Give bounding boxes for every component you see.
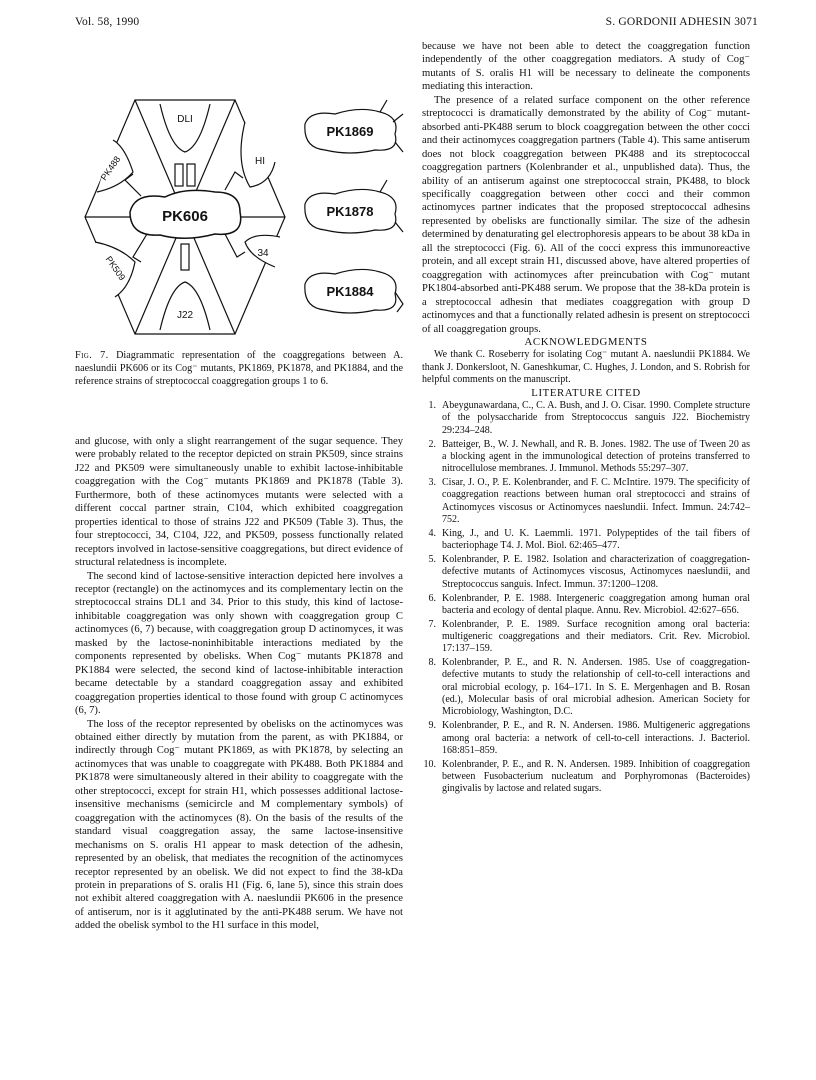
label-pk606: PK606: [162, 208, 208, 225]
figure-caption: [75, 350, 403, 388]
reference-list: [422, 400, 750, 796]
reference-item: [422, 400, 750, 437]
reference-number: 6.: [428, 592, 436, 604]
reference-number: 8.: [428, 657, 436, 669]
paragraph: The presence of a related surface component on the other reference streptococci is dramatically demonstrated by the ability of Cog⁻ mutant-absorbed anti-PK488 serum to block coaggregation between the other cocci and their actinomyces coaggregation partners (Table 4). This same antiserum does not block coaggregation between PK488 and its streptococcal coaggregation partners (Kolenbrander et al., unpublished data). Thus, the ability of an antiserum against one streptococcal strain, PK488, to block specifically coaggregation between other cocci and their common actinomyces partner indicates that the proposed streptococcal adhesins represented by obelisks are functionally similar. The size of the adhesin determined by denaturating gel electrophoresis appears to be about 38 kDa in all the streptococci (Fig. 6). All of the cocci express this immunoreactive protein, and all except strain H1, discussed above, have altered properties of coaggregation with actinomyces after preincubation with Cog⁻ mutant PK1804-absorbed anti-PK488 serum. We propose that the 38-kDa protein is a streptococcal adhesin that mediates coaggregation with group D actinomyces and that a functionally related adhesin is present on streptococci of all coaggregation groups.: [422, 94, 751, 335]
reference-text: Kolenbrander, P. E. 1982. Isolation and characterization of coaggregation-defective mutants of Actinomyces viscosus, Actinomyces naeslundii, and Streptococcus sanguis. Infect. Immun. 37:1200–1208.: [442, 554, 750, 590]
coccus-j22-shape: [160, 282, 210, 330]
reference-text: Kolenbrander, P. E., and R. N. Andersen. 1985. Use of coaggregation-defective mutants to study the relationship of cell-to-cell interactions and oral microbial ecology, p. 164–171. In S. E. Mergenhagen and B. Rosan (ed.), Molecular basis of oral microbial adhesion. American Society for Microbiology, Washington, D.C.: [442, 657, 750, 718]
paragraph: The loss of the receptor represented by obelisks on the actinomyces was obtained either directly by mutation from the parent, as with PK1884, or indirectly through Cog⁻ mutant PK1869, as with PK1878, by selecting an actinomyces that was unable to coaggregate with PK488. Both PK1884 and PK1878 were simultaneously altered in their ability to coaggregate with the other streptococci, except for strain H1, which possesses additional lactose-insensitive mechanisms (semicircle and M complementary symbols) of coaggregation with the actinomyces (8). On the basis of the results of the standard visual coaggregation assay, the same lactose-insensitive mechanisms on S. oralis H1 appear to mask detection of the adhesin, represented by an obelisk, that mediates the recognition of the actinomyces receptor represented by an obelisk. We did not expect to find the 38-kDa protein in preparations of S. oralis H1 (Fig. 6, lane 5), since this strain does not exhibit altered coaggregation with A. naeslundii PK606 in the presence of antiserum, nor is it agglutinated by the anti-PK488 serum. We have not added the obelisk symbol to the H1 surface in this model,: [75, 718, 403, 932]
paragraph: because we have not been able to detect the coaggregation function independently of the other coaggregation mediators. A study of Cog⁻ mutants of S. oralis H1 will be necessary to delineate the components mediating this interaction.: [422, 41, 750, 93]
reference-item: [422, 528, 750, 553]
coccus-h1-shape: [241, 122, 275, 187]
reference-item: [422, 657, 750, 718]
running-header-volume: Vol. 58, 1990: [75, 16, 140, 28]
right-column: [422, 40, 750, 797]
left-column: [75, 435, 403, 933]
reference-item: [422, 439, 750, 476]
label-34: 34: [257, 248, 269, 259]
paragraph: The second kind of lactose-sensitive interaction depicted here involves a receptor (rectangle) on the actinomyces and its complementary lectin on the streptococcal strains DL1 and 34. Prior to this study, this kind of lactose-inhibitable coaggregation was only shown with coaggregation group C actinomyces (6, 7) because, with coaggregation group D actinomyces, it was masked by the lactose-noninhibitable interactions mediated by the components represented by obelisks. When Cog⁻ mutants PK1878 and PK1884 were selected, the second kind of lactose-inhibitable interaction became detectable by a standard coaggregation assay and exhibited coaggregation properties identical to those found with group C actinomyces (6, 7).: [75, 570, 403, 717]
label-dli: DLI: [177, 114, 193, 125]
reference-number: 5.: [428, 554, 436, 566]
reference-number: 2.: [428, 438, 436, 450]
acknowledgments-text: We thank C. Roseberry for isolating Cog⁻ mutant A. naeslundii PK1884. We thank J. Donkersloot, N. Ganeshkumar, C. Hughes, J. London, and S. Robrish for helpful comments on the manuscript.: [422, 349, 750, 386]
label-j22: J22: [176, 310, 194, 321]
running-header-title: S. GORDONII ADHESIN 3071: [605, 16, 758, 28]
figure-caption-text: Diagrammatic representation of the coaggregations between A. naeslundii PK606 or its Cog⁻ mutants, PK1869, PK1878, and PK1884, and the reference strains of streptococcal coaggregation groups 1 to 6.: [75, 350, 404, 387]
reference-text: Kolenbrander, P. E. 1989. Surface recognition among oral bacteria: multigeneric coaggregations and their mediators. Crit. Rev. Microbiol. 17:137–159.: [442, 618, 750, 655]
coccus-dl1-shape: [160, 104, 210, 152]
reference-number: 1.: [428, 400, 436, 412]
reference-number: 3.: [428, 477, 436, 489]
reference-item: [422, 720, 750, 757]
paragraph: and glucose, with only a slight rearrangement of the sugar sequence. They were probably related to the receptor depicted on strain PK509, since strains J22 and PK509 were simultaneously unable to exhibit lactose-inhibitable coaggregation with the Cog⁻ mutants PK1869 and PK1878 (Table 3). Furthermore, both of these actinomyces mutants were selected with a different coccal partner strain, C104, which exhibited coaggregation properties identical to those of strains J22 and PK509 (Table 3). Thus, the four streptococci, 34, C104, J22, and PK509, possess functionally related receptors involved in lactose-sensitive coaggregations, but direct evidence of structural relatedness is incomplete.: [75, 436, 403, 569]
reference-text: Abeygunawardana, C., C. A. Bush, and J. O. Cisar. 1990. Complete structure of the polysaccharide from Streptococcus sanguis J22. Biochemistry 29:234–248.: [442, 400, 751, 436]
reference-text: King, J., and U. K. Laemmli. 1971. Polypeptides of the tail fibers of bacteriophage T4. J. Mol. Biol. 62:465–477.: [442, 527, 750, 552]
label-pk1878: PK1878: [326, 204, 374, 219]
reference-number: 9.: [428, 720, 436, 732]
reference-text: Kolenbrander, P. E., and R. N. Andersen. 1986. Multigeneric aggregations among oral bacteria: a network of cell-to-cell interactions. J. Bacteriol. 168:851–859.: [442, 720, 750, 756]
reference-item: [422, 759, 750, 796]
reference-text: Kolenbrander, P. E., and R. N. Andersen. 1989. Inhibition of coaggregation between Fusobacterium nucleatum and Porphyromonas (Bacteroides) gingivalis by lactose and related sugars.: [442, 758, 750, 795]
label-pk509: PK509: [103, 254, 128, 283]
literature-cited-heading: LITERATURE CITED: [531, 386, 641, 399]
reference-text: Kolenbrander, P. E. 1988. Intergeneric coaggregation among human oral bacteria and ecology of dental plaque. Annu. Rev. Microbiol. 42:627–656.: [442, 592, 750, 616]
reference-number: 7.: [428, 618, 436, 630]
label-pk1869: PK1869: [326, 124, 374, 139]
acknowledgments-heading: ACKNOWLEDGMENTS: [524, 335, 648, 348]
reference-number: 4.: [428, 527, 436, 539]
reference-item: [422, 477, 750, 526]
reference-number: 10.: [423, 758, 436, 770]
reference-item: [422, 593, 750, 618]
figure-7-diagram: [75, 92, 405, 342]
reference-item: [422, 554, 750, 591]
figure-caption-label: Fig. 7.: [75, 350, 109, 361]
reference-item: [422, 619, 750, 656]
label-pk488: PK488: [98, 154, 123, 183]
reference-text: Batteiger, B., W. J. Newhall, and R. B. Jones. 1982. The use of Tween 20 as a blocking agent in the immunological detection of proteins transferred to nitrocellulose membranes. J. Immunol. Methods 55:297–307.: [442, 438, 750, 475]
reference-text: Cisar, J. O., P. E. Kolenbrander, and F. C. McIntire. 1979. The specificity of coaggregation reactions between human oral streptococci and strains of Actinomyces viscosus or Actinomyces naeslundii. Infect. Immun. 24:742–752.: [442, 477, 750, 525]
label-hi: HI: [255, 156, 265, 167]
label-pk1884: PK1884: [326, 284, 374, 299]
